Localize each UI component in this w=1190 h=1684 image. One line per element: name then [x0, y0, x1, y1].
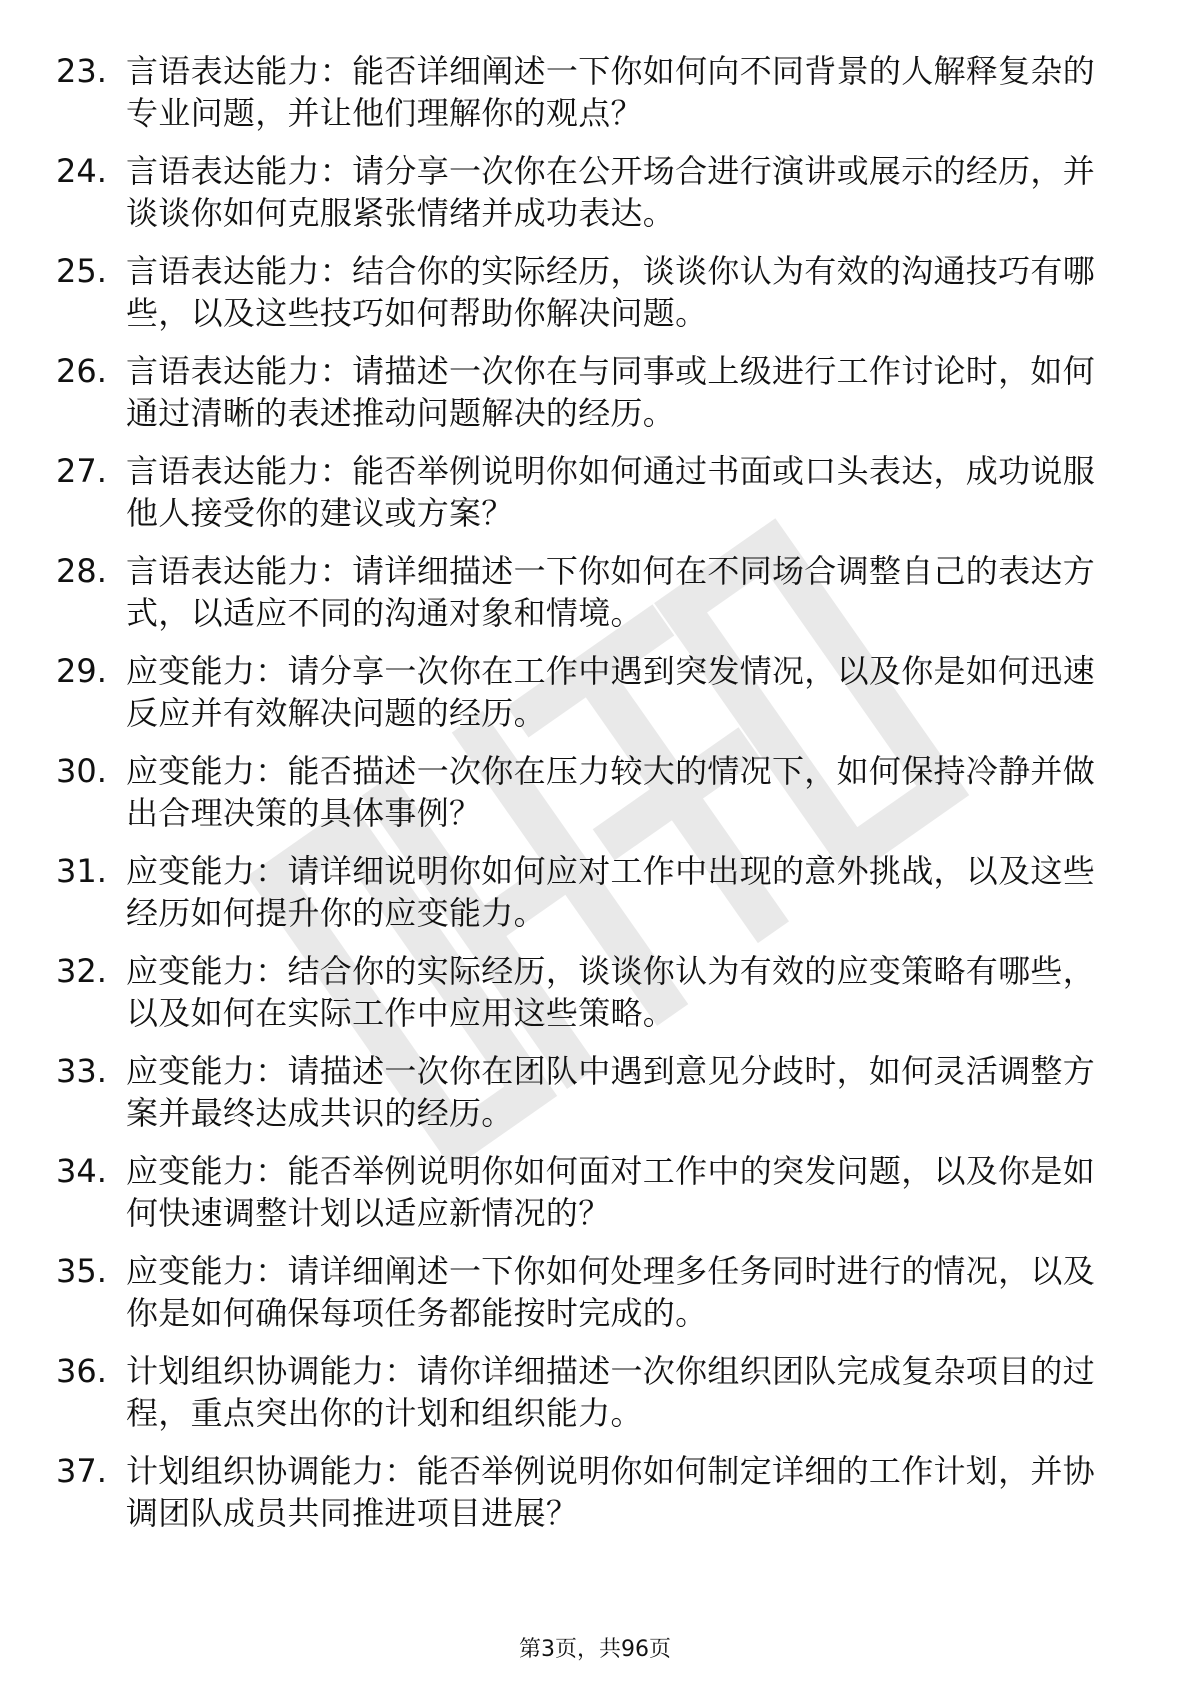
- question-item: [0, 650, 1190, 750]
- question-number: 36.: [56, 1352, 107, 1390]
- question-item: [0, 1450, 1190, 1550]
- question-item: [0, 550, 1190, 650]
- question-list: [0, 50, 1190, 1550]
- question-text: 言语表达能力：结合你的实际经历，谈谈你认为有效的沟通技巧有哪些，以及这些技巧如何帮助你解决问题。: [126, 252, 1096, 332]
- question-text: 应变能力：请分享一次你在工作中遇到突发情况，以及你是如何迅速反应并有效解决问题的经历。: [126, 652, 1096, 732]
- question-number: 32.: [56, 952, 107, 990]
- question-text: 言语表达能力：能否举例说明你如何通过书面或口头表达，成功说服他人接受你的建议或方案？: [126, 452, 1096, 532]
- question-item: [0, 450, 1190, 550]
- question-item: [0, 1050, 1190, 1150]
- question-number: 30.: [56, 752, 107, 790]
- question-text: 言语表达能力：能否详细阐述一下你如何向不同背景的人解释复杂的专业问题，并让他们理解你的观点？: [126, 52, 1096, 132]
- question-text: 言语表达能力：请详细描述一下你如何在不同场合调整自己的表达方式，以适应不同的沟通对象和情境。: [126, 552, 1096, 632]
- question-text: 应变能力：能否举例说明你如何面对工作中的突发问题，以及你是如何快速调整计划以适应新情况的？: [126, 1152, 1096, 1232]
- question-text: 计划组织协调能力：能否举例说明你如何制定详细的工作计划，并协调团队成员共同推进项目进展？: [126, 1452, 1096, 1532]
- question-item: [0, 750, 1190, 850]
- question-number: 33.: [56, 1052, 107, 1090]
- question-item: [0, 950, 1190, 1050]
- question-number: 29.: [56, 652, 107, 690]
- question-text: 计划组织协调能力：请你详细描述一次你组织团队完成复杂项目的过程，重点突出你的计划和组织能力。: [126, 1352, 1096, 1432]
- question-item: [0, 1250, 1190, 1350]
- question-text: 应变能力：请详细说明你如何应对工作中出现的意外挑战，以及这些经历如何提升你的应变能力。: [126, 852, 1096, 932]
- question-text: 应变能力：结合你的实际经历，谈谈你认为有效的应变策略有哪些，以及如何在实际工作中应用这些策略。: [126, 952, 1096, 1032]
- question-number: 31.: [56, 852, 107, 890]
- question-item: [0, 1150, 1190, 1250]
- question-number: 37.: [56, 1452, 107, 1490]
- question-text: 应变能力：能否描述一次你在压力较大的情况下，如何保持冷静并做出合理决策的具体事例？: [126, 752, 1096, 832]
- question-item: [0, 150, 1190, 250]
- question-number: 26.: [56, 352, 107, 390]
- question-text: 应变能力：请描述一次你在团队中遇到意见分歧时，如何灵活调整方案并最终达成共识的经历。: [126, 1052, 1096, 1132]
- question-item: [0, 850, 1190, 950]
- question-number: 23.: [56, 52, 107, 90]
- question-number: 27.: [56, 452, 107, 490]
- question-text: 言语表达能力：请分享一次你在公开场合进行演讲或展示的经历，并谈谈你如何克服紧张情绪并成功表达。: [126, 152, 1096, 232]
- question-number: 28.: [56, 552, 107, 590]
- question-item: [0, 350, 1190, 450]
- question-item: [0, 250, 1190, 350]
- question-number: 35.: [56, 1252, 107, 1290]
- question-number: 34.: [56, 1152, 107, 1190]
- question-number: 24.: [56, 152, 107, 190]
- question-text: 应变能力：请详细阐述一下你如何处理多任务同时进行的情况，以及你是如何确保每项任务都能按时完成的。: [126, 1252, 1096, 1332]
- page-footer: 第3页，共96页: [519, 1637, 671, 1662]
- question-number: 25.: [56, 252, 107, 290]
- question-item: [0, 1350, 1190, 1450]
- question-item: [0, 50, 1190, 150]
- question-text: 言语表达能力：请描述一次你在与同事或上级进行工作讨论时，如何通过清晰的表述推动问题解决的经历。: [126, 352, 1096, 432]
